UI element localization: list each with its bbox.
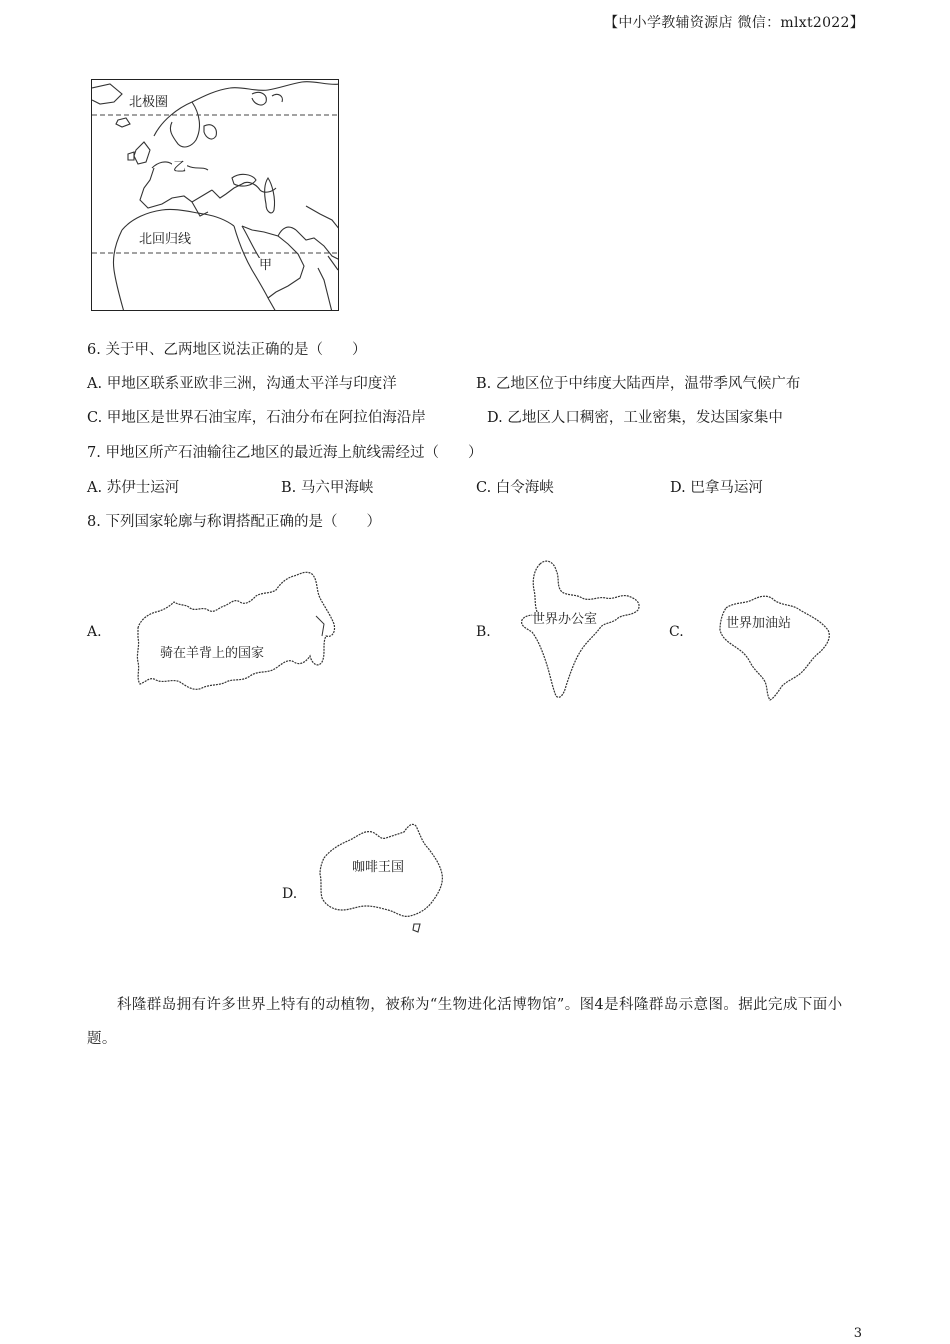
question-6-option-d: D. 乙地区人口稠密，工业密集，发达国家集中 bbox=[487, 410, 783, 426]
question-8-option-d-nickname: 咖啡王国 bbox=[352, 860, 405, 875]
region-yi-label: 乙 bbox=[173, 160, 187, 175]
question-8-option-d-letter: D. bbox=[282, 886, 298, 902]
question-8-option-b-letter: B. bbox=[476, 624, 491, 640]
question-6-option-a: A. 甲地区联系亚欧非三洲，沟通太平洋与印度洋 bbox=[87, 376, 397, 392]
india-outline-icon bbox=[516, 556, 646, 702]
question-8-option-b-nickname: 世界办公室 bbox=[532, 612, 598, 627]
page-header: 【中小学教辅资源店 微信：mlxt2022】 bbox=[604, 15, 864, 31]
question-7-option-a: A. 苏伊士运河 bbox=[87, 480, 180, 496]
brazil-outline-icon bbox=[716, 592, 834, 702]
question-8-option-c-nickname: 世界加油站 bbox=[726, 616, 792, 631]
galapagos-intro-paragraph: 科隆群岛拥有许多世界上特有的动植物，被称为“生物进化活博物馆”。图4是科隆群岛示意图。据此完成下面小题。 bbox=[87, 997, 843, 1047]
question-8-option-c-letter: C. bbox=[669, 624, 684, 640]
region-jia-label: 甲 bbox=[259, 258, 273, 273]
question-8-option-a-letter: A. bbox=[87, 624, 102, 640]
region-map bbox=[91, 79, 339, 311]
europe-middle-east-map-icon bbox=[92, 80, 339, 311]
page-number: 3 bbox=[853, 1326, 862, 1341]
question-8-option-a bbox=[130, 566, 340, 696]
question-7-option-d: D. 巴拿马运河 bbox=[670, 480, 763, 496]
question-7-option-b: B. 马六甲海峡 bbox=[281, 480, 374, 496]
question-8-option-a-nickname: 骑在羊背上的国家 bbox=[160, 646, 265, 661]
arctic-circle-label: 北极圈 bbox=[129, 95, 169, 110]
question-8-option-d bbox=[318, 820, 446, 940]
question-7-stem: 7. 甲地区所产石油输往乙地区的最近海上航线需经过（ ） bbox=[87, 445, 483, 461]
question-8-stem: 8. 下列国家轮廓与称谓搭配正确的是（ ） bbox=[87, 514, 381, 530]
australia-outline-icon bbox=[318, 820, 446, 940]
question-8-option-b bbox=[516, 556, 646, 702]
question-6-stem: 6. 关于甲、乙两地区说法正确的是（ ） bbox=[87, 342, 367, 358]
question-6-option-b: B. 乙地区位于中纬度大陆西岸，温带季风气候广布 bbox=[476, 376, 801, 392]
russia-outline-icon bbox=[130, 566, 340, 696]
question-8-option-c bbox=[716, 592, 834, 702]
question-6-option-c: C. 甲地区是世界石油宝库，石油分布在阿拉伯海沿岸 bbox=[87, 410, 426, 426]
tropic-of-cancer-label: 北回归线 bbox=[139, 232, 192, 247]
question-7-option-c: C. 白令海峡 bbox=[476, 480, 554, 496]
